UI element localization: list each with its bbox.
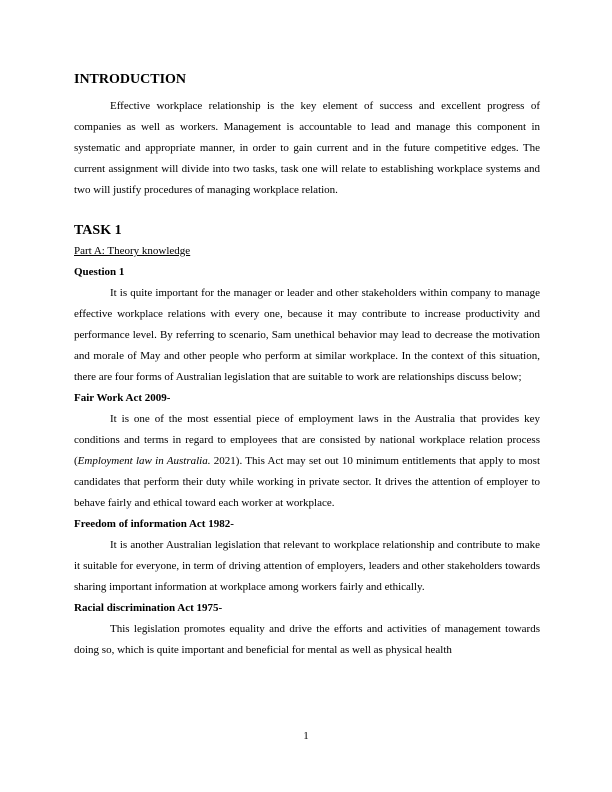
introduction-paragraph: Effective workplace relationship is the key element of success and excellent progress of companies as well as workers. Management is accountable to lead and manage this component in systematic and appropriate manner, in order to gain current and in the future competitive edges. The current assignment will divide into two tasks, task one will relate to establishing workplace systems and two will justify procedures of managing workplace relation.: [74, 100, 540, 196]
page-number: 1: [303, 730, 309, 742]
part-a-subheading: Part A: Theory knowledge: [74, 245, 191, 257]
racial-discrimination-heading: Racial discrimination Act 1975-: [74, 602, 223, 614]
fair-work-act-paragraph: [74, 409, 540, 514]
fair-work-text-before: It is one of the most essential piece of employment laws in the Australia that provides key conditions and terms in regard to employees that are consisted by national workplace relation process (: [74, 413, 540, 467]
fair-work-citation: Employment law in Australia.: [77, 455, 211, 467]
section-spacer: [74, 201, 540, 221]
racial-discrimination-paragraph: This legislation promotes equality and drive the efforts and activities of management towards doing so, which is quite important and beneficial for mental as well as physical health: [74, 623, 540, 656]
task1-heading: TASK 1: [74, 223, 122, 238]
introduction-heading: INTRODUCTION: [74, 72, 187, 87]
freedom-of-information-paragraph: It is another Australian legislation that relevant to workplace relationship and contribute to make it suitable for everyone, in term of driving attention of employers, leaders and other stakeholders towards sharing important information at workplace among workers fairly and ethically.: [74, 539, 540, 593]
fair-work-act-heading: Fair Work Act 2009-: [74, 392, 171, 404]
freedom-of-information-heading: Freedom of information Act 1982-: [74, 518, 234, 530]
question1-paragraph: It is quite important for the manager or leader and other stakeholders within company to manage effective workplace relations with every one, because it may contribute to increase productivity and performance level. By referring to scenario, Sam unethical behavior may lead to decrease the motivation and morale of May and other people who perform at similar workplace. In the context of this situation, there are four forms of Australian legislation that are suitable to work are relationships discuss below;: [74, 287, 540, 383]
question1-heading: Question 1: [74, 266, 125, 278]
page-content: [74, 70, 540, 661]
fair-work-text-after: 2021). This Act may set out 10 minimum entitlements that apply to most candidates that perform their duty while working in private sector. It drives the attention of employer to behave fairly and ethical toward each worker at workplace.: [74, 455, 541, 509]
